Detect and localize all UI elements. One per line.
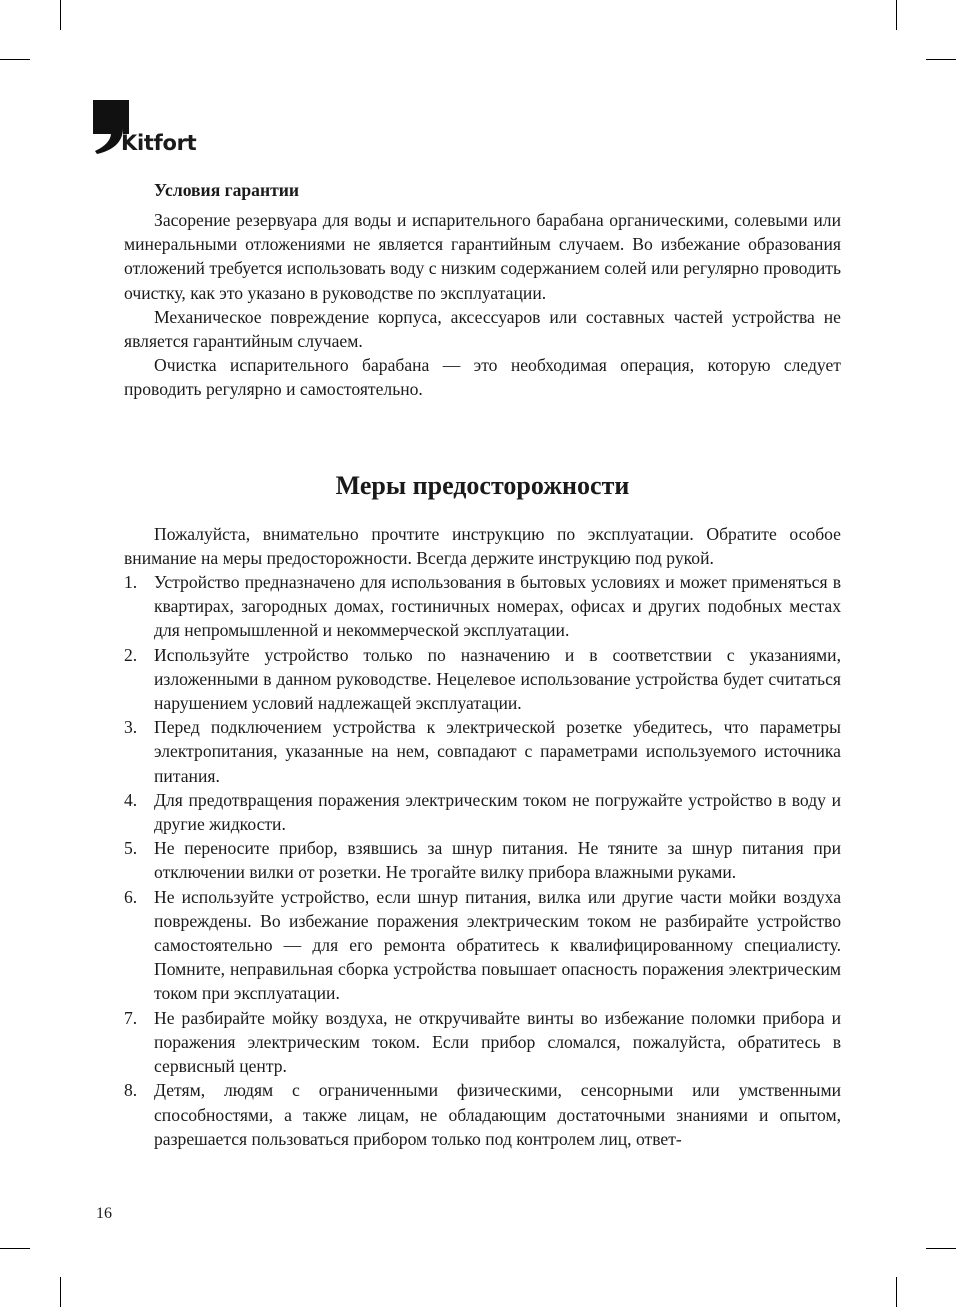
crop-mark [60,0,61,30]
list-item-number: 3. [124,717,138,738]
list-item-number: 4. [124,789,138,810]
list-item [124,1078,841,1151]
list-item-text: Устройство предназначено для использования в бытовых условиях и может применяться в квартирах, загородных домах, гостиничных номерах, офисах и других подобных местах для непромышленной и некоммерческой эксплуатации. [154,572,841,641]
list-item [124,788,841,836]
list-item-number: 1. [124,572,138,593]
list-item-text: Не переносите прибор, взявшись за шнур питания. Не тяните за шнур питания при отключении вилки от розетки. Не трогайте вилку прибора влажными руками. [154,838,841,883]
list-item-text: Детям, людям с ограниченными физическими, сенсорными или умственными способностями, а также лицам, не обладающим достаточными знаниями и опытом, разрешается пользоваться прибором только под контролем лиц, ответ- [154,1080,841,1149]
warranty-paragraph: Механическое повреждение корпуса, аксессуаров или составных частей устройства не является гарантийным случаем. [124,306,841,352]
list-item [124,715,841,788]
list-item [124,836,841,884]
warranty-paragraph: Очистка испарительного барабана — это необходимая операция, которую следует проводить регулярно и самостоятельно. [124,355,841,400]
list-item-number: 7. [124,1007,138,1028]
kitfort-logo [93,100,213,160]
crop-mark [60,1277,61,1307]
crop-mark [896,0,897,30]
list-item-number: 6. [124,886,138,907]
list-item-number: 8. [124,1080,138,1101]
list-item [124,643,841,716]
list-item-text: Используйте устройство только по назначению и в соответствии с указаниями, изложенными в данном руководстве. Нецелевое использование устройства будет считаться нарушением условий надлежащей эксплуатации. [154,644,841,714]
warranty-paragraph: Засорение резервуара для воды и испарительного барабана органическими, солевыми или минеральными отложениями не является гарантийным случаем. Во избежание образования отложений требуется использовать воду с низким содержанием солей или регулярно проводить очистку, как это указано в руководстве по эксплуатации. [124,210,841,303]
list-item-text: Перед подключением устройства к электрической розетке убедитесь, что параметры электропитания, указанные на нем, совпадают с параметрами используемого источника питания. [154,717,841,786]
list-item-number: 5. [124,838,138,859]
crop-mark [926,1248,956,1249]
crop-mark [896,1277,897,1307]
list-item-text: Не используйте устройство, если шнур питания, вилка или другие части мойки воздуха повреждены. Во избежание поражения электрическим током не разбирайте устройство самостоятельно — для его ремонта обратитесь к квалифицированному специалисту. Помните, неправильная сборка устройства повышает опасность поражения электрическим током при эксплуатации. [154,886,841,1004]
list-item-number: 2. [124,644,138,665]
crop-mark [0,1248,30,1249]
warranty-heading: Условия гарантии [154,180,300,200]
logo-text: Kitfort [121,131,197,155]
page-content [124,178,841,1151]
crop-mark [0,59,30,60]
precautions-intro: Пожалуйста, внимательно прочтите инструкцию по эксплуатации. Обратите особое внимание на меры предосторожности. Всегда держите инструкцию под рукой. [124,523,841,568]
list-item [124,570,841,643]
precautions-heading: Меры предосторожности [335,470,630,500]
list-item-text: Не разбирайте мойку воздуха, не откручивайте винты во избежание поломки прибора и поражения электрическим током. Если прибор сломался, пожалуйста, обратитесь в сервисный центр. [154,1007,841,1077]
list-item [124,1006,841,1079]
list-item-text: Для предотвращения поражения электрическим током не погружайте устройство в воду и другие жидкости. [154,789,841,835]
crop-mark [926,59,956,60]
list-item [124,885,841,1006]
page-number: 16 [96,1205,112,1222]
precautions-list [124,570,841,1151]
